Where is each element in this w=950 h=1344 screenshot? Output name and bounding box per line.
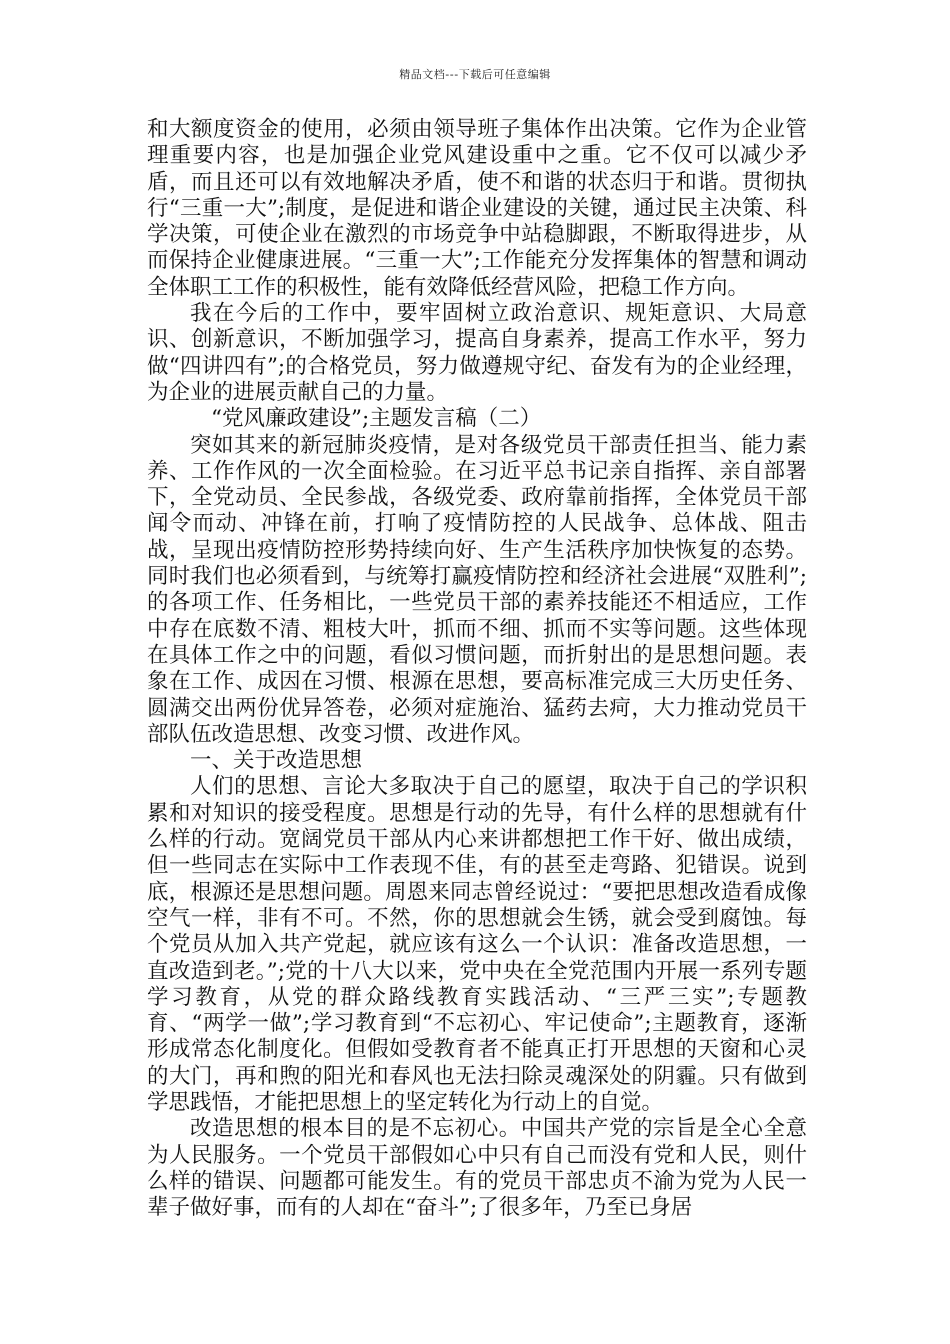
speech-title: “党风廉政建设”;主题发言稿（二） <box>211 406 542 432</box>
paragraph-original-aspiration: 改造思想的根本目的是不忘初心。中国共产党的宗旨是全心全意为人民服务。一个党员干部假如心中只有自己而没有党和人民，则什么样的错误、问题都可能发生。有的党员干部忠贞不渝为党为人民一辈子做好事，而有的人却在“奋斗”;了很多年，乃至已身居 <box>147 1116 807 1221</box>
section-heading: 一、关于改造思想 <box>190 748 363 774</box>
paragraph-epidemic: 突如其来的新冠肺炎疫情，是对各级党员干部责任担当、能力素养、工作作风的一次全面检验。在习近平总书记亲自指挥、亲自部署下，全党动员、全民参战，各级党委、政府靠前指挥，全体党员干部闻令而动、冲锋在前，打响了疫情防控的人民战争、总体战、阻击战，呈现出疫情防控形势持续向好、生产生活秩序加快恢复的态势。同时我们也必须看到，与统筹打赢疫情防控和经济社会进展“双胜利”;的各项工作、任务相比，一些党员干部的素养技能还不相适应，工作中存在底数不清、粗枝大叶，抓而不细、抓而不实等问题。这些体现在具体工作之中的问题，看似习惯问题，而折射出的是思想问题。表象在工作、成因在习惯、根源在思想，要高标准完成三大历史任务、圆满交出两份优异答卷，必须对症施治、猛药去疴，大力推动党员干部队伍改造思想、改变习惯、改进作风。 <box>147 432 807 747</box>
paragraph-decision: 和大额度资金的使用，必须由领导班子集体作出决策。它作为企业管理重要内容，也是加强企业党风建设重中之重。它不仅可以减少矛盾，而且还可以有效地解决矛盾，使不和谐的状态归于和谐。贯彻执行“三重一大”;制度，是促进和谐企业建设的关键，通过民主决策、科学决策，可使企业在激烈的市场竞争中站稳脚跟，不断取得进步，从而保持企业健康进展。“三重一大”;工作能充分发挥集体的智慧和调动全体职工工作的积极性，能有效降低经营风险，把稳工作方向。 <box>147 117 807 300</box>
paragraph-future-work: 我在今后的工作中，要牢固树立政治意识、规矩意识、大局意识、创新意识，不断加强学习，提高自身素养，提高工作水平，努力做“四讲四有”;的合格党员，努力做遵规守纪、奋发有为的企业经理，为企业的进展贡献自己的力量。 <box>147 301 807 405</box>
paragraph-thought-reform: 人们的思想、言论大多取决于自己的愿望，取决于自己的学识积累和对知识的接受程度。思想是行动的先导，有什么样的思想就有什么样的行动。宽阔党员干部从内心来讲都想把工作干好、做出成绩，但一些同志在实际中工作表现不佳，有的甚至走弯路、犯错误。说到底，根源还是思想问题。周恩来同志曾经说过：“要把思想改造看成像空气一样，非有不可。不然，你的思想就会生锈，就会受到腐蚀。每个党员从加入共产党起，就应该有这么一个认识：准备改造思想，一直改造到老。”;党的十八大以来，党中央在全党范围内开展一系列专题学习教育，从党的群众路线教育实践活动、“三严三实”;专题教育、“两学一做”;学习教育到“不忘初心、牢记使命”;主题教育，逐渐形成常态化制度化。但假如受教育者不能真正打开思想的天窗和心灵的大门，再和煦的阳光和春风也无法扫除灵魂深处的阴霾。只有做到学思践悟，才能把思想上的坚定转化为行动上的自觉。 <box>147 774 807 1115</box>
page-header: 精品文档---下载后可任意编辑 <box>399 68 551 81</box>
document-body <box>147 117 807 1221</box>
